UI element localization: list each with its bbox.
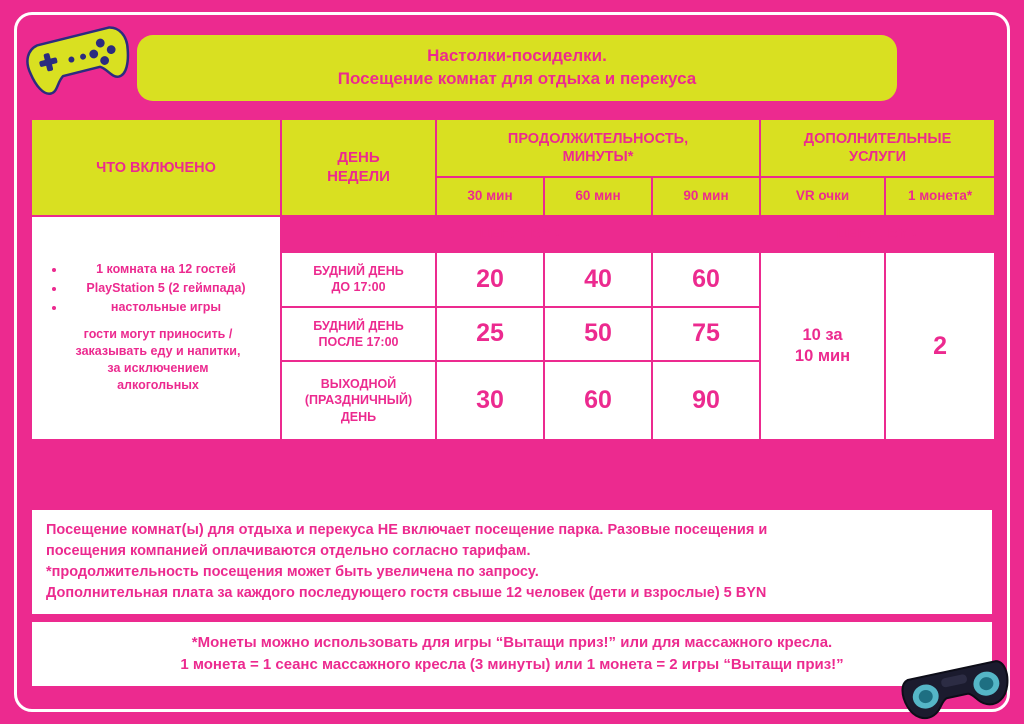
header-included: ЧТО ВКЛЮЧЕНО (31, 119, 281, 216)
header-duration-line-2: МИНУТЫ* (562, 149, 634, 166)
row-label-line-2: ПОСЛЕ 17:00 (318, 334, 399, 349)
price-vr-glasses (760, 252, 885, 440)
price-weekend-60min: 60 (544, 361, 652, 440)
notes-block-coins (30, 620, 994, 688)
price-weekday-after-17-60min: 50 (544, 307, 652, 362)
notes-line-3: *продолжительность посещения может быть увеличена по запросу. (46, 564, 539, 581)
included-note-line-1: гости могут приносить / (83, 327, 233, 342)
vr-price-line-1: 10 за (802, 325, 843, 344)
coins-note-line-2: 1 монета = 1 сеанс массажного кресла (3 минуты) или 1 монета = 2 игры “Вытащи приз!” (180, 655, 844, 673)
price-band-right: ЦЕНА, BYN (760, 216, 995, 252)
list-item: • PlayStation 5 (2 геймпада) (66, 279, 266, 298)
header-duration-90: 90 мин (652, 177, 760, 216)
price-weekday-after-17-30min: 25 (436, 307, 544, 362)
row-label-weekday-after-17 (281, 307, 436, 362)
row-label-line-1: ВЫХОДНОЙ (320, 377, 397, 392)
row-label-line-1: БУДНИЙ ДЕНЬ (313, 264, 404, 279)
gamepad-icon (18, 8, 136, 98)
included-list (50, 260, 266, 316)
row-label-weekday-before-17 (281, 252, 436, 307)
list-item: • настольные игры (66, 298, 266, 317)
price-band-left: ЦЕНА, BYN (281, 216, 760, 252)
header-duration-30: 30 мин (436, 177, 544, 216)
price-weekend-30min: 30 (436, 361, 544, 440)
price-one-coin: 2 (885, 252, 995, 440)
header-day-line-2: НЕДЕЛИ (327, 167, 390, 185)
rates-table-wrapper (30, 118, 994, 441)
price-weekday-before-17-30min: 20 (436, 252, 544, 307)
header-duration (436, 119, 760, 177)
table-price-band-row (31, 216, 995, 252)
included-note-line-2: заказывать еду и напитки, (75, 344, 241, 359)
header-duration-line-1: ПРОДОЛЖИТЕЛЬНОСТЬ, (507, 131, 689, 147)
header-day-of-week (281, 119, 436, 216)
table-header-row-1 (31, 119, 995, 177)
notes-line-2: посещения компанией оплачиваются отдельно согласно тарифам. (46, 543, 531, 560)
header-duration-60: 60 мин (544, 177, 652, 216)
price-weekday-before-17-60min: 40 (544, 252, 652, 307)
coins-note-line-1: *Монеты можно использовать для игры “Вытащи приз!” или для массажного кресла. (191, 634, 833, 651)
included-cell (31, 216, 281, 440)
title-line-1: Настолки-посиделки. (427, 46, 607, 66)
header-vr-glasses: VR очки (760, 177, 885, 216)
notes-line-4: Дополнительная плата за каждого последующего гостя свыше 12 человек (дети и взрослые) 5 BYN (46, 585, 767, 602)
poster-title (137, 35, 897, 101)
row-label-line-2: ДО 17:00 (331, 280, 386, 295)
notes-line-1: Посещение комнат(ы) для отдыха и перекуса НЕ включает посещение парка. Разовые посещения и (46, 522, 768, 538)
vr-price-line-2: 10 мин (794, 347, 851, 365)
price-weekend-90min: 90 (652, 361, 760, 440)
included-note-line-3: за исключением (107, 361, 209, 376)
row-label-weekend-holiday (281, 361, 436, 440)
header-extra-line-2: УСЛУГИ (849, 149, 907, 166)
header-day-line-1: ДЕНЬ (337, 148, 380, 166)
price-weekday-before-17-90min: 60 (652, 252, 760, 307)
price-weekday-after-17-90min: 75 (652, 307, 760, 362)
notes-block-conditions (30, 508, 994, 616)
header-extra-line-1: ДОПОЛНИТЕЛЬНЫЕ (803, 131, 952, 147)
list-item: • 1 комната на 12 гостей (66, 260, 266, 279)
row-label-line-1: БУДНИЙ ДЕНЬ (313, 318, 404, 333)
vr-goggles-icon (896, 650, 1016, 720)
row-label-line-2: (ПРАЗДНИЧНЫЙ) (304, 393, 413, 408)
header-one-coin: 1 монета* (885, 177, 995, 216)
row-label-line-3: ДЕНЬ (340, 409, 377, 424)
title-line-2: Посещение комнат для отдыха и перекуса (337, 69, 697, 88)
rates-table (30, 118, 996, 441)
header-extra-services (760, 119, 995, 177)
included-note-line-4: алкогольных (117, 378, 199, 392)
